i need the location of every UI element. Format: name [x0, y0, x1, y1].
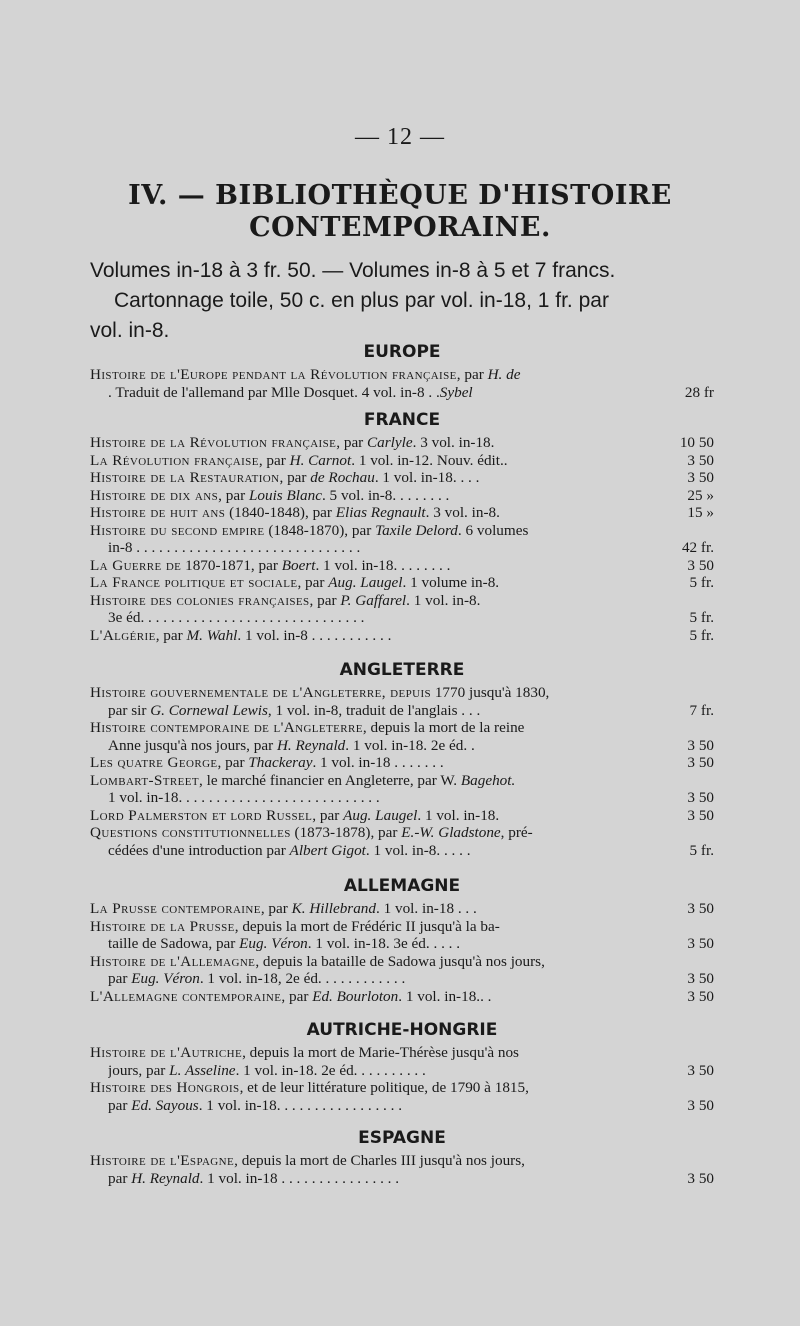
entry-title: Histoire de la Prusse — [90, 917, 235, 935]
entry-title: Histoire gouvernementale de l'Angleterre, depuis — [90, 684, 432, 701]
entry-details: . 1 vol. in-18. 2e éd. . . . . . . . . . — [235, 1061, 426, 1079]
entry-text-segment: , par — [281, 987, 313, 1005]
entry-title: Histoire de la Révolution française — [90, 434, 337, 451]
entry-details: , pré- — [500, 824, 533, 841]
catalog-entry — [90, 1044, 714, 1079]
entry-text-segment: , depuis la bataille de Sadowa jusqu'à nos jours, — [255, 952, 545, 970]
entry-line — [90, 1097, 714, 1115]
entry-line — [90, 1170, 714, 1188]
entry-details: . 1 vol. in-18 . . . — [376, 900, 477, 917]
entry-text — [108, 1170, 681, 1188]
entry-title: Lord Palmerston et lord Russel — [90, 806, 313, 824]
entry-details: jusqu'à 1830, — [469, 684, 550, 701]
entry-line — [90, 953, 714, 971]
catalog-entry — [90, 807, 714, 825]
catalog-entry — [90, 557, 714, 575]
entry-text — [90, 953, 714, 971]
entry-text — [90, 627, 684, 645]
entry-text-segment: (1848-1870), par — [264, 521, 376, 539]
entry-author: H. Reynald — [131, 1169, 200, 1187]
section-heading: AUTRICHE-HONGRIE — [306, 1020, 498, 1040]
entry-text-segment: par — [108, 1169, 132, 1187]
entry-text — [90, 469, 681, 487]
entry-text-segment: , par — [258, 451, 290, 469]
section-entries — [90, 366, 714, 401]
entry-text — [90, 487, 681, 505]
entry-line — [90, 754, 714, 772]
entry-line — [90, 1152, 714, 1170]
entry-author: Aug. Laugel — [328, 574, 403, 591]
entry-line — [90, 842, 714, 860]
entry-details: . 6 volumes — [457, 521, 529, 539]
entry-price: 42 fr. — [681, 539, 714, 556]
entry-author: L. Asseline — [169, 1061, 236, 1079]
entry-text-segment: , le marché financier en Angleterre, par W. — [199, 771, 461, 789]
entry-title: Histoire de huit ans — [90, 504, 226, 521]
entry-text — [90, 1079, 714, 1097]
entry-text-segment: , par — [218, 486, 249, 504]
entry-line — [90, 684, 714, 702]
entry-details: . 1 vol. in-18. — [417, 806, 500, 824]
entry-text-segment: , par — [279, 469, 311, 486]
entry-line — [90, 807, 714, 825]
entry-line — [90, 1079, 714, 1097]
catalog-entry — [90, 1079, 714, 1114]
entry-text-segment: taille de Sadowa, par — [108, 935, 240, 952]
entry-details: . 1 vol. in-8. . . . . — [365, 841, 471, 859]
catalog-entry — [90, 504, 714, 522]
entry-author: K. Hillebrand — [291, 900, 376, 917]
entry-text-segment: , par — [217, 754, 249, 771]
entry-author: Albert Gigot — [289, 841, 366, 859]
catalog-entry — [90, 772, 714, 807]
entry-text — [108, 970, 681, 988]
entry-text-segment: 1 vol. in-18. . . . . . . . . . . . . . . . . . . . . . . . . . . — [108, 789, 380, 806]
entry-price: 3 50 — [687, 1169, 714, 1187]
entry-line — [90, 772, 714, 790]
entry-line — [90, 487, 714, 505]
catalog-entry — [90, 900, 714, 918]
entry-price: 3 50 — [687, 1061, 714, 1079]
entry-text — [108, 1097, 681, 1115]
entry-text-segment: , par — [336, 434, 368, 451]
entry-text-segment: , par — [312, 806, 344, 824]
entry-title: Histoire des Hongrois — [90, 1079, 240, 1096]
entry-details: . 1 vol. in-18. . . . . . . . — [315, 556, 451, 574]
entry-details: . 1 vol. in-8. — [406, 591, 481, 609]
page-number: — 12 — — [355, 124, 445, 150]
entry-details: . 1 vol. in-18. 3e éd. . . . . — [307, 935, 461, 952]
entry-author: E.-W. Gladstone — [401, 824, 501, 841]
entry-author: de Rochau — [310, 469, 375, 486]
entry-line — [90, 627, 714, 645]
entry-text-segment: , par — [456, 366, 488, 383]
entry-author: M. Wahl — [186, 626, 238, 644]
entry-details: . 1 vol. in-18 . . . . . . . . . . . . . . . . — [199, 1169, 400, 1187]
entry-text-segment: 1770 — [431, 684, 469, 701]
entry-details: , 1 vol. in-8, traduit de l'anglais . . . — [267, 701, 481, 719]
catalog-entry — [90, 918, 714, 953]
entry-price: 3 50 — [687, 935, 714, 952]
entry-details: . 1 vol. in-18. . . . . . . . . . . . . . . . . — [198, 1096, 403, 1114]
intro-line-1: Volumes in-18 à 3 fr. 50. — Volumes in-8 à 5 et 7 francs. — [90, 259, 616, 282]
entry-details: . 1 volume in-8. — [402, 574, 500, 591]
entry-author: Ed. Sayous — [131, 1096, 199, 1114]
entry-text — [90, 754, 681, 772]
entry-text-segment: 1870-1871, par — [181, 556, 282, 574]
entry-author: H. Carnot — [289, 451, 352, 469]
entry-text — [90, 522, 714, 540]
entry-line — [90, 366, 714, 384]
entry-price: 25 » — [687, 486, 714, 504]
entry-text-segment: , et de leur littérature politique, de 1790 à 1815, — [239, 1079, 529, 1096]
entry-text — [90, 434, 674, 452]
entry-author: P. Gaffarel — [340, 591, 407, 609]
entry-line — [90, 900, 714, 918]
entry-line — [90, 702, 714, 720]
catalog-entry — [90, 574, 714, 592]
entry-text-segment: par — [108, 970, 132, 987]
entry-text — [90, 772, 714, 790]
entry-title: La Révolution française — [90, 451, 259, 469]
catalog-entry — [90, 824, 714, 859]
catalog-entry — [90, 719, 714, 754]
intro-paragraph — [90, 256, 714, 346]
entry-price: 3 50 — [687, 451, 714, 469]
entry-price: 10 50 — [679, 434, 714, 451]
entry-author: Thackeray — [248, 754, 313, 771]
section-heading: FRANCE — [363, 410, 441, 430]
entry-details: . 1 vol. in-18, 2e éd. . . . . . . . . . . . — [199, 970, 406, 987]
entry-line — [90, 824, 714, 842]
catalog-entry — [90, 953, 714, 988]
entry-price: 3 50 — [687, 469, 714, 486]
section-heading: ALLEMAGNE — [343, 876, 461, 896]
entry-text-segment: , depuis la mort de Charles III jusqu'à nos jours, — [234, 1152, 525, 1169]
entry-text — [90, 504, 681, 522]
entry-text-segment: , par — [155, 626, 187, 644]
entry-line — [90, 574, 714, 592]
catalog-entry — [90, 487, 714, 505]
section-heading: ANGLETERRE — [339, 660, 465, 680]
entry-line — [90, 434, 714, 452]
entry-line — [90, 469, 714, 487]
entry-text — [108, 842, 684, 860]
entry-title: Lombart-Street — [90, 771, 199, 789]
entry-text — [90, 918, 714, 936]
entry-details: . 5 vol. in-8. . . . . . . . — [321, 486, 450, 504]
entry-details: . 1 vol. in-12. Nouv. édit.. — [351, 451, 508, 469]
catalog-entry — [90, 627, 714, 645]
entry-text — [90, 684, 714, 702]
entry-text-segment: jours, par — [108, 1061, 170, 1079]
entry-line — [90, 592, 714, 610]
entry-text-segment: par sir — [108, 701, 151, 719]
entry-text-segment: , depuis la mort de la reine — [362, 719, 525, 736]
entry-text-segment: (1840-1848), par — [225, 504, 336, 521]
entry-details: . 1 vol. in-18. 2e éd. . — [345, 736, 475, 754]
entry-details: . 3 vol. in-8. — [425, 504, 500, 521]
entry-author: H. de — [487, 366, 521, 383]
entry-text — [90, 988, 681, 1006]
entry-title: Les quatre George — [90, 754, 218, 771]
entry-text-segment: , par — [297, 574, 329, 591]
entry-text — [90, 366, 714, 384]
section-entries — [90, 1044, 714, 1114]
catalog-entry — [90, 754, 714, 772]
intro-line-3: vol. in-8. — [90, 319, 170, 342]
entry-title: Histoire de dix ans — [90, 486, 219, 504]
catalog-entry — [90, 592, 714, 627]
title-line-2: CONTEMPORAINE. — [249, 212, 551, 243]
section-entries — [90, 900, 714, 1005]
entry-title: Histoire du second empire — [90, 521, 265, 539]
title-line-1: IV. — BIBLIOTHÈQUE D'HISTOIRE — [128, 180, 672, 211]
entry-line — [90, 988, 714, 1006]
entry-text-segment: 3e éd. . . . . . . . . . . . . . . . . . . . . . . . . . . . . . — [108, 609, 365, 626]
entry-author: Taxile Delord — [375, 521, 458, 539]
entry-author: Elias Regnault — [335, 504, 426, 521]
catalog-entry — [90, 469, 714, 487]
entry-line — [90, 1044, 714, 1062]
entry-title: Histoire de l'Allemagne — [90, 952, 256, 970]
entry-line — [90, 384, 714, 402]
entry-price: 3 50 — [687, 556, 714, 574]
entry-text — [108, 1062, 681, 1080]
entry-line — [90, 539, 714, 557]
entry-text-segment: , depuis la mort de Marie-Thérèse jusqu'à nos — [242, 1044, 519, 1061]
entry-line — [90, 609, 714, 627]
entry-text-segment: Anne jusqu'à nos jours, par — [108, 736, 277, 754]
entry-text — [90, 452, 681, 470]
entry-text — [90, 592, 714, 610]
section-entries — [90, 684, 714, 859]
entry-title: La Prusse contemporaine — [90, 900, 261, 917]
entry-line — [90, 504, 714, 522]
catalog-entry — [90, 434, 714, 452]
entry-text — [108, 702, 684, 720]
entry-price: 3 50 — [687, 900, 714, 917]
entry-line — [90, 452, 714, 470]
entry-title: Histoire de l'Europe pendant la Révolution française — [90, 366, 457, 383]
entry-text — [108, 935, 681, 953]
entry-author: Eug. Véron — [131, 970, 200, 987]
entry-text — [90, 824, 714, 842]
entry-price: 3 50 — [687, 970, 714, 987]
entry-line — [90, 918, 714, 936]
entry-text-segment: (1873-1878), par — [290, 824, 402, 841]
entry-line — [90, 719, 714, 737]
entry-text-segment: , depuis la mort de Frédéric II jusqu'à la ba- — [234, 917, 500, 935]
entry-text — [90, 719, 714, 737]
entry-price: 3 50 — [687, 1096, 714, 1114]
entry-author: Boert — [281, 556, 316, 574]
entry-text — [108, 539, 676, 557]
entry-price: 28 fr — [684, 383, 714, 401]
entry-price: 3 50 — [687, 806, 714, 824]
catalog-entry — [90, 366, 714, 401]
entry-author: Carlyle — [367, 434, 413, 451]
entry-price: 3 50 — [687, 987, 714, 1005]
entry-text-segment: , par — [260, 900, 292, 917]
entry-title: Histoire des colonies françaises — [90, 591, 310, 609]
catalog-entry — [90, 522, 714, 557]
entry-text — [90, 1044, 714, 1062]
entry-text-segment: par — [108, 1096, 132, 1114]
entry-text — [90, 1152, 714, 1170]
entry-text — [108, 789, 681, 807]
entry-text — [108, 609, 684, 627]
entry-author: Aug. Laugel — [343, 806, 418, 824]
entry-author: Ed. Bourloton — [312, 987, 399, 1005]
entry-price: 3 50 — [687, 789, 714, 806]
entry-author: Eug. Véron — [239, 935, 308, 952]
entry-line — [90, 522, 714, 540]
entry-price: 7 fr. — [689, 701, 714, 719]
entry-title: L'Algérie — [90, 626, 156, 644]
entry-price: 15 » — [687, 504, 714, 521]
entry-price: 3 50 — [687, 754, 714, 771]
section-entries — [90, 1152, 714, 1187]
entry-text — [108, 737, 681, 755]
section-title — [0, 180, 800, 244]
entry-line — [90, 935, 714, 953]
entry-price: 5 fr. — [689, 574, 714, 591]
entry-line — [90, 737, 714, 755]
entry-title: Histoire de la Restauration — [90, 469, 280, 486]
catalog-entry — [90, 1152, 714, 1187]
entry-title: Questions constitutionnelles — [90, 824, 291, 841]
entry-price: 3 50 — [687, 736, 714, 754]
entry-author: G. Cornewal Lewis — [150, 701, 268, 719]
intro-line-2: Cartonnage toile, 50 c. en plus par vol. in-18, 1 fr. par — [114, 289, 609, 312]
section-heading: EUROPE — [363, 342, 441, 362]
entry-title: Histoire de l'Autriche — [90, 1044, 243, 1061]
entry-title: Histoire contemporaine de l'Angleterre — [90, 719, 363, 736]
entry-text — [90, 900, 681, 918]
entry-author: H. Reynald — [276, 736, 346, 754]
entry-author: Louis Blanc — [248, 486, 322, 504]
entry-details: . 1 vol. in-8 . . . . . . . . . . . — [237, 626, 392, 644]
entry-price: 5 fr. — [689, 609, 714, 626]
catalog-entry — [90, 684, 714, 719]
entry-line — [90, 970, 714, 988]
entry-price: 5 fr. — [689, 841, 714, 859]
entry-text — [90, 574, 684, 592]
section-entries — [90, 434, 714, 644]
entry-text-segment: in-8 . . . . . . . . . . . . . . . . . . . . . . . . . . . . . . — [108, 539, 361, 556]
entry-details: . 1 vol. in-18. . . . — [374, 469, 480, 486]
section-heading: ESPAGNE — [358, 1128, 446, 1148]
entry-text — [108, 384, 679, 402]
entry-text — [90, 807, 681, 825]
entry-text-segment: . Traduit de l'allemand par Mlle Dosquet. 4 vol. in-8 . . — [108, 383, 440, 401]
entry-title: Histoire de l'Espagne — [90, 1152, 235, 1169]
entry-details: . 1 vol. in-18.. . — [398, 987, 492, 1005]
entry-text — [90, 557, 681, 575]
entry-text-segment: cédées d'une introduction par — [108, 841, 290, 859]
entry-details: . 1 vol. in-18 . . . . . . . — [312, 754, 444, 771]
entry-title: L'Allemagne contemporaine — [90, 987, 282, 1005]
entry-price: 5 fr. — [689, 626, 714, 644]
catalog-entry — [90, 452, 714, 470]
entry-author: Sybel — [439, 383, 473, 401]
entry-details: . 3 vol. in-18. — [412, 434, 495, 451]
entry-line — [90, 557, 714, 575]
catalog-entry — [90, 988, 714, 1006]
entry-line — [90, 1062, 714, 1080]
entry-line — [90, 789, 714, 807]
entry-title: La France politique et sociale — [90, 574, 298, 591]
entry-author: Bagehot. — [460, 771, 516, 789]
entry-title: La Guerre de — [90, 556, 182, 574]
entry-text-segment: , par — [309, 591, 341, 609]
